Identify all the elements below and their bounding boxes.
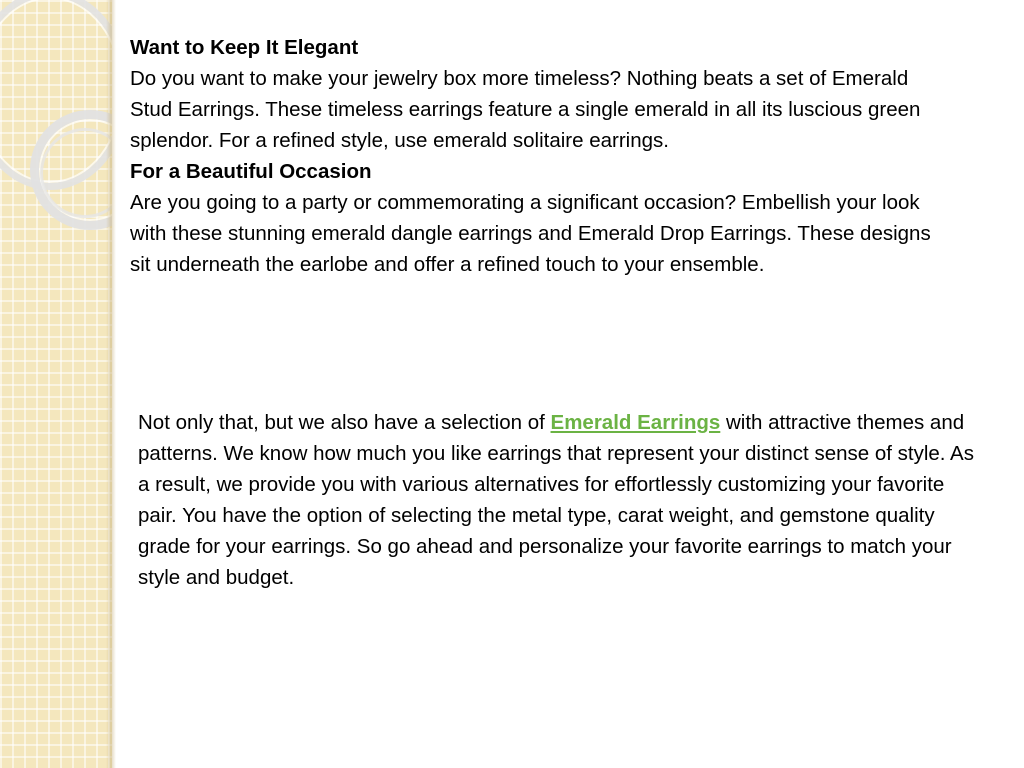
side-strip-shadow xyxy=(106,0,116,768)
selection-paragraph xyxy=(138,407,983,593)
text-block-top xyxy=(130,32,950,280)
section-body-occasion: Are you going to a party or commemorating a significant occasion? Embellish your look with these stunning emerald dangle earrings and Emerald Drop Earrings. These designs sit underneath the earlobe and offer a refined touch to your ensemble. xyxy=(130,191,931,276)
decorative-side-strip xyxy=(0,0,112,768)
section-heading-occasion: For a Beautiful Occasion xyxy=(130,160,372,183)
emerald-earrings-link[interactable]: Emerald Earrings xyxy=(550,411,721,434)
section-heading-elegant: Want to Keep It Elegant xyxy=(130,36,359,59)
text-block-bottom xyxy=(138,407,983,593)
paragraph-text-start: Not only that, but we also have a selection of xyxy=(138,411,551,434)
paragraph-text-end: with attractive themes and patterns. We know how much you like earrings that represent your distinct sense of style. As a result, we provide you with various alternatives for effortlessly customizing your favorite pair. You have the option of selecting the metal type, carat weight, and gemstone quality grade for your earrings. So go ahead and personalize your favorite earrings to match your style and budget. xyxy=(138,411,974,589)
section-body-elegant: Do you want to make your jewelry box more timeless? Nothing beats a set of Emerald Stud Earrings. These timeless earrings feature a single emerald in all its luscious green splendor. For a refined style, use emerald solitaire earrings. xyxy=(130,67,921,152)
